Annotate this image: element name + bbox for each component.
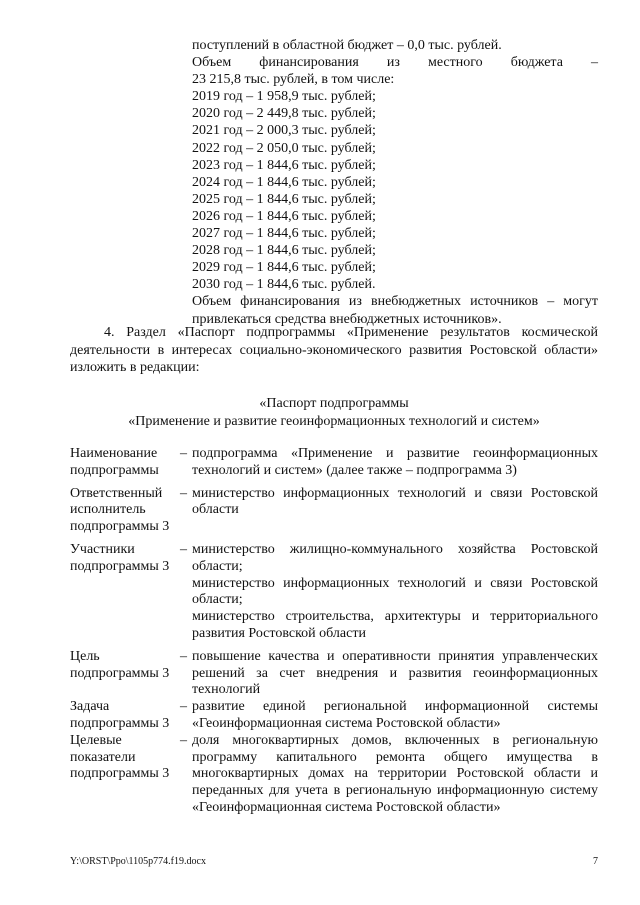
year-line-2021: 2021 год – 2 000,3 тыс. рублей; <box>192 123 376 139</box>
passport-row-dash: – <box>180 699 187 715</box>
year-line-2024: 2024 год – 1 844,6 тыс. рублей; <box>192 174 376 190</box>
year-line-2028: 2028 год – 1 844,6 тыс. рублей; <box>192 243 376 259</box>
passport-title-line1: «Паспорт подпрограммы <box>259 396 409 411</box>
passport-row-paragraph: развитие единой региональной информационной системы «Геоинформационная система Ростовской области» <box>192 699 598 731</box>
passport-row-label: Ответственный исполнитель подпрограммы 3 <box>70 485 170 535</box>
passport-row-label: Задача подпрограммы 3 <box>70 699 170 731</box>
passport-row <box>70 542 598 643</box>
passport-row-dash: – <box>180 446 187 461</box>
passport-row-paragraph: министерство жилищно-коммунального хозяйства Ростовской области; <box>192 541 598 574</box>
passport-row <box>70 649 598 699</box>
local-budget-intro: Объем финансирования из местного бюджета – <box>192 55 598 71</box>
year-line-2026: 2026 год – 1 844,6 тыс. рублей; <box>192 208 376 224</box>
regional-budget-line: поступлений в областной бюджет – 0,0 тыс. рублей. <box>192 38 502 53</box>
passport-row-value <box>192 649 598 699</box>
passport-row-paragraph: подпрограмма «Применение и развитие геоинформационных технологий и систем» (далее также – подпрограмма 3) <box>192 446 598 478</box>
year-line-2019: 2019 год – 1 958,9 тыс. рублей; <box>192 89 376 105</box>
passport-row-dash: – <box>180 732 187 748</box>
year-line-2020: 2020 год – 2 449,8 тыс. рублей; <box>192 106 376 122</box>
passport-row-paragraph: министерство информационных технологий и связи Ростовской области <box>192 485 598 518</box>
passport-row-paragraph: повышение качества и оперативности принятия управленческих решений за счет внедрения и развития геоинформационных технологий <box>192 648 598 698</box>
passport-title-line2: «Применение и развитие геоинформационных технологий и систем» <box>128 413 540 429</box>
financing-block <box>192 37 598 328</box>
year-line-2023: 2023 год – 1 844,6 тыс. рублей; <box>192 157 376 173</box>
passport-row <box>70 486 598 536</box>
passport-table <box>70 446 598 817</box>
year-line-2022: 2022 год – 2 050,0 тыс. рублей; <box>192 140 376 156</box>
passport-row-value <box>192 542 598 643</box>
file-path: Y:\ORST\Ppo\1105p774.f19.docx <box>70 856 206 867</box>
passport-row-paragraph: министерство информационных технологий и связи Ростовской области; <box>192 575 598 608</box>
passport-row <box>70 733 598 817</box>
section-paragraph: 4. Раздел «Паспорт подпрограммы «Применение результатов космической деятельности в интересах социально-экономического развития Ростовской области» изложить в редакции: <box>70 325 598 375</box>
passport-row-paragraph: министерство строительства, архитектуры и территориального развития Ростовской области <box>192 609 598 641</box>
year-line-2027: 2027 год – 1 844,6 тыс. рублей; <box>192 226 376 242</box>
passport-row <box>70 699 598 733</box>
passport-title <box>70 395 598 430</box>
passport-row-label: Целевые показатели подпрограммы 3 <box>70 732 170 782</box>
page-number: 7 <box>593 856 598 867</box>
passport-row-value <box>192 486 598 520</box>
passport-row-value <box>192 446 598 480</box>
passport-row-label: Наименование подпрограммы <box>70 446 159 478</box>
local-budget-total: 23 215,8 тыс. рублей, в том числе: <box>192 72 395 88</box>
year-line-2025: 2025 год – 1 844,6 тыс. рублей; <box>192 191 376 207</box>
passport-row-label: Участники подпрограммы 3 <box>70 541 170 574</box>
passport-row <box>70 446 598 480</box>
year-line-2029: 2029 год – 1 844,6 тыс. рублей; <box>192 260 376 276</box>
passport-row-dash: – <box>180 648 187 664</box>
passport-row-dash: – <box>180 485 187 501</box>
extrabudget-line: Объем финансирования из внебюджетных источников – могут привлекаться средства внебюджетных источников». <box>192 294 598 327</box>
passport-row-value <box>192 699 598 733</box>
year-line-2030: 2030 год – 1 844,6 тыс. рублей. <box>192 277 376 293</box>
passport-row-dash: – <box>180 541 187 557</box>
passport-row-paragraph: доля многоквартирных домов, включенных в региональную программу капитального ремонта общего имущества в многоквартирных домах на территории Ростовской области и переданных для учета в региональную информационную систему «Геоинформационная система Ростовской области» <box>192 732 598 815</box>
passport-row-value <box>192 733 598 817</box>
page-footer <box>70 856 598 868</box>
passport-row-label: Цель подпрограммы 3 <box>70 648 170 681</box>
